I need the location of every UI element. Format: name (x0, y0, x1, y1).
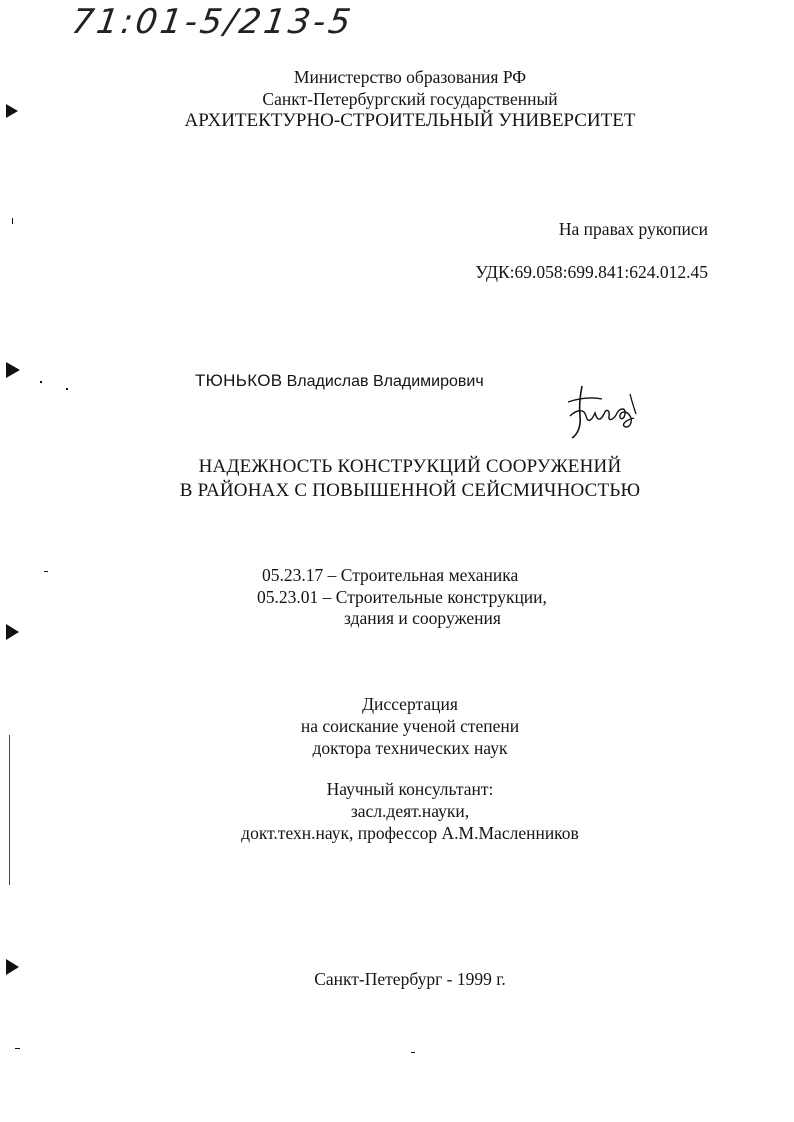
binding-mark-2 (6, 362, 20, 378)
scan-speck (15, 1048, 20, 1049)
degree-field: доктора технических наук (312, 738, 508, 758)
university-name-line2: АРХИТЕКТУРНО-СТРОИТЕЛЬНЫЙ УНИВЕРСИТЕТ (184, 110, 636, 131)
consultant-name: докт.техн.наук, профессор А.М.Масленников (241, 823, 579, 843)
scan-speck (44, 571, 48, 572)
specialty-2: 05.23.01 – Строительные конструкции, (257, 587, 547, 607)
scan-speck (66, 388, 68, 390)
binding-mark-1 (6, 104, 18, 118)
ministry-name: Министерство образования РФ (293, 67, 527, 87)
title-line2: В РАЙОНАХ С ПОВЫШЕННОЙ СЕЙСМИЧНОСТЬЮ (179, 480, 641, 501)
binding-mark-3 (6, 624, 19, 640)
author-name (195, 371, 484, 391)
scan-speck (40, 381, 42, 383)
ministry-header (120, 66, 700, 132)
manuscript-rights: На правах рукописи (558, 219, 708, 239)
author-given-names: Владислав Владимирович (286, 373, 484, 390)
author-surname: ТЮНЬКОВ (195, 371, 283, 390)
scientific-consultant (120, 778, 700, 844)
title-line1: НАДЕЖНОСТЬ КОНСТРУКЦИЙ СООРУЖЕНИЙ (198, 456, 622, 477)
archive-number: 71:01-5/213-5 (69, 2, 356, 42)
consultant-title: засл.деят.науки, (350, 801, 470, 821)
dissertation-degree (150, 693, 670, 759)
university-name-line1: Санкт-Петербургский государственный (262, 89, 558, 109)
udc-code: УДК:69.058:699.841:624.012.45 (475, 262, 708, 282)
binding-mark-4 (6, 959, 19, 975)
dissertation-label: Диссертация (362, 694, 458, 714)
scan-speck (12, 218, 13, 224)
dissertation-title (150, 456, 670, 504)
signature (562, 380, 652, 444)
specialty-2-continuation: здания и сооружения (344, 608, 501, 628)
specialty-1: 05.23.17 – Строительная механика (262, 565, 519, 585)
consultant-label: Научный консультант: (326, 779, 494, 799)
degree-line: на соискание ученой степени (300, 716, 520, 736)
city-year: Санкт-Петербург - 1999 г. (314, 969, 506, 989)
scan-speck (411, 1052, 415, 1053)
scan-margin-line (9, 735, 10, 885)
